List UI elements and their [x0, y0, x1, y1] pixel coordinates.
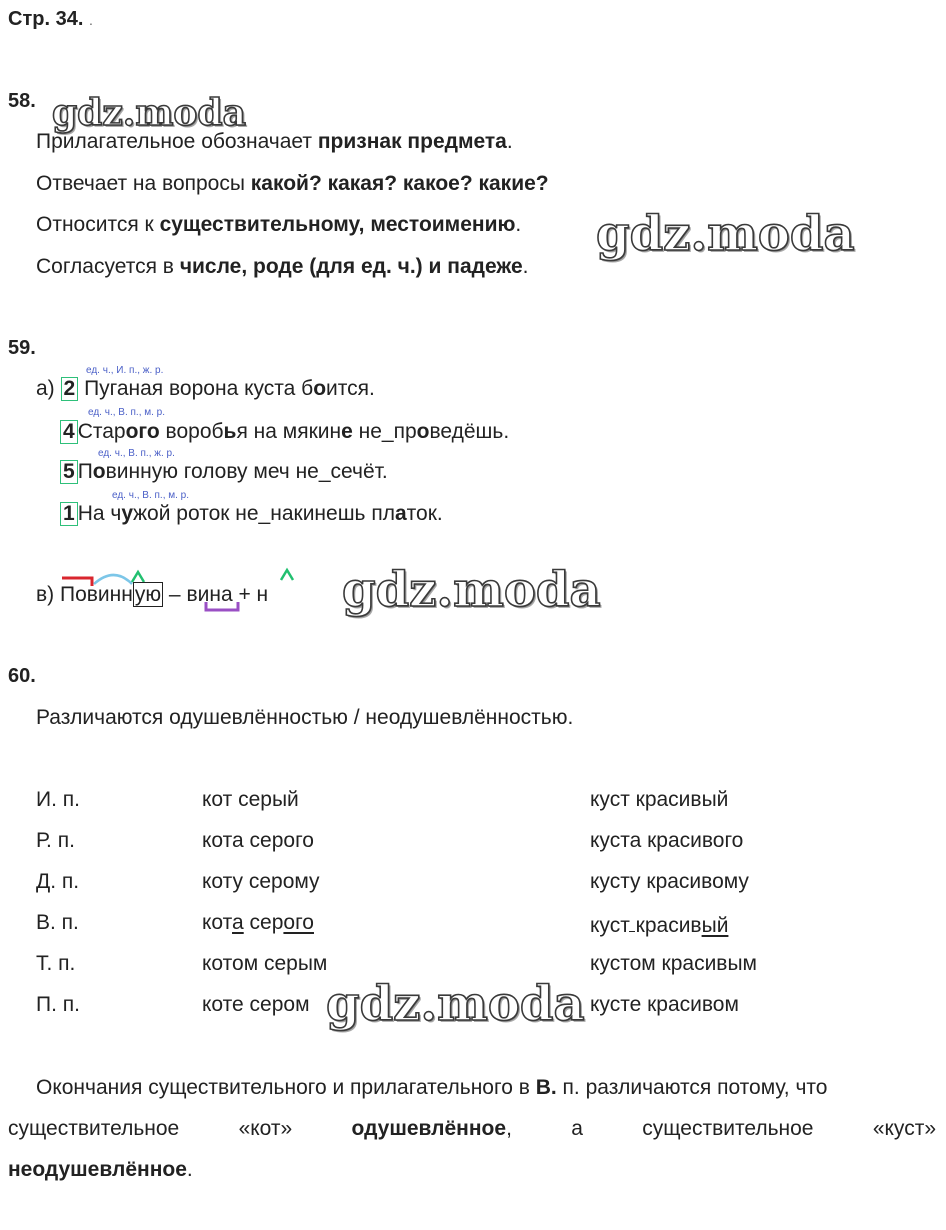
animate-form: кота серого [202, 829, 314, 852]
watermark: gdz.moda [596, 206, 855, 262]
ex58-line-1: Прилагательное обозначает признак предмета. [36, 130, 513, 153]
exercise-60-number: 60. [8, 665, 36, 687]
case-label: П. п. [36, 993, 80, 1016]
order-number: 2 [61, 377, 79, 401]
suffix-mark [281, 570, 293, 580]
order-number: 1 [60, 502, 78, 526]
word-analysis: в) Повинную – вина + н [36, 583, 269, 606]
inanimate-form: кустом красивым [590, 952, 757, 975]
ex60-intro: Различаются одушевлённостью / неодушевлённостью. [36, 706, 574, 729]
exercise-58-number: 58. [8, 90, 36, 112]
proverb-2: 4 Старого воробья на мякине не_проведёшь. [60, 419, 509, 445]
animate-form: котом серым [202, 952, 328, 975]
watermark: gdz.moda [326, 976, 585, 1032]
proverb-3: 5 Повинную голову меч не_сечёт. [60, 459, 388, 485]
proverb-4: 1 На чужой роток не_накинешь платок. [60, 501, 443, 527]
ex58-line-2: Отвечает на вопросы какой? какая? какое? какие? [36, 172, 549, 195]
inanimate-form: кусте красивом [590, 993, 739, 1016]
ending-underline: ый [701, 914, 729, 937]
inanimate-form: куст красивый [590, 788, 729, 811]
conclusion-line-1: Окончания существительного и прилагательного в В. п. различаются потому, что [36, 1076, 828, 1099]
grammar-note: ед. ч., В. п., м. р. [112, 490, 190, 501]
page-number: Стр. 34. . [8, 8, 93, 30]
grammar-note: ед. ч., В. п., ж. р. [98, 448, 175, 459]
animate-form: кота серого [202, 911, 314, 934]
inanimate-form: куст красивый [590, 911, 728, 938]
conclusion-line-2: существительное «кот» одушевлённое, а существительное «куст» [8, 1117, 936, 1140]
conclusion-line-3: неодушевлённое. [8, 1158, 193, 1181]
proverb-1: а) 2 Пуганая ворона куста боится. [36, 377, 375, 400]
inanimate-form: кусту красивому [590, 870, 749, 893]
inanimate-form: куста красивого [590, 829, 744, 852]
animate-form: коте сером [202, 993, 310, 1016]
case-label: Д. п. [36, 870, 80, 893]
grammar-note: ед. ч., В. п., м. р. [88, 407, 166, 418]
ending-underline: а [232, 911, 244, 934]
case-label: В. п. [36, 911, 79, 934]
ending-underline: ого [283, 911, 314, 934]
exercise-59-number: 59. [8, 337, 36, 359]
order-number: 5 [60, 460, 78, 484]
watermark: gdz.moda [52, 92, 246, 134]
case-label: И. п. [36, 788, 80, 811]
ending-box: ую [134, 583, 162, 606]
suffix-mark [132, 572, 144, 582]
watermark: gdz.moda [342, 562, 601, 618]
ex58-line-4: Согласуется в числе, роде (для ед. ч.) и падеже. [36, 255, 529, 278]
ex58-line-3: Относится к существительному, местоимению. [36, 213, 522, 236]
order-number: 4 [60, 420, 78, 444]
grammar-note: ед. ч., И. п., ж. р. [86, 365, 164, 376]
case-label: Р. п. [36, 829, 75, 852]
animate-form: коту серому [202, 870, 320, 893]
animate-form: кот серый [202, 788, 299, 811]
case-label: Т. п. [36, 952, 76, 975]
